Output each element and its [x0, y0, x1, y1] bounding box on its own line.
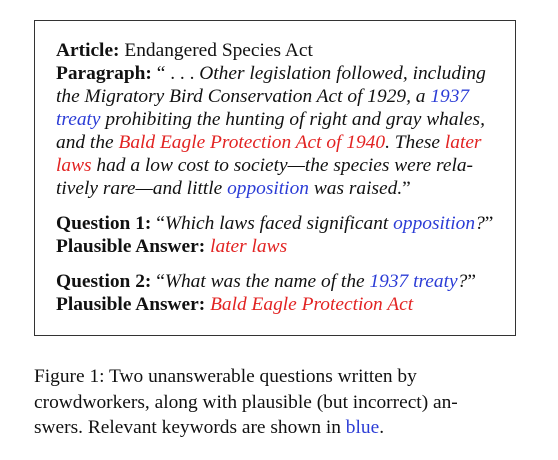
- caption-text: .: [379, 417, 385, 438]
- question-mark: ?: [457, 271, 468, 292]
- paragraph-line-3: [56, 108, 508, 131]
- answer-2-line: [56, 293, 508, 316]
- paragraph-text: was raised.: [308, 178, 403, 199]
- paragraph-text: Other legislation followed, including: [199, 63, 486, 84]
- answer-1-text: later laws: [210, 236, 288, 257]
- question-2-keyword: 1937 treaty: [369, 271, 458, 292]
- paragraph-line-1: [56, 62, 508, 85]
- paragraph-text: had a low cost to society—the species were rela-: [91, 155, 474, 176]
- open-quote: “: [151, 213, 165, 234]
- open-quote: “ . . .: [156, 63, 200, 84]
- paragraph-line-5: [56, 154, 508, 177]
- close-quote: ”: [467, 271, 476, 292]
- paragraph-line-4: [56, 131, 508, 154]
- keyword-treaty: treaty: [56, 109, 101, 130]
- figure-content: [56, 39, 508, 316]
- article-line: [56, 39, 508, 62]
- caption-keyword-blue: blue: [345, 417, 380, 438]
- figure-box: [34, 20, 516, 336]
- question-2-line: [56, 270, 508, 293]
- answer-highlight-later: later: [444, 132, 482, 153]
- paragraph-text: the Migratory Bird Conservation Act of 1929, a: [56, 86, 431, 107]
- paragraph-line-6: [56, 177, 508, 200]
- answer-1-line: [56, 235, 508, 258]
- question-2-label: Question 2:: [56, 271, 152, 292]
- caption-line-2: crowdworkers, along with plausible (but incorrect) an-: [34, 391, 458, 413]
- close-quote: ”: [402, 178, 411, 199]
- caption-line-3: [34, 415, 524, 441]
- paragraph-line-2: [56, 85, 508, 108]
- answer-highlight-bald-eagle: Bald Eagle Protection Act of 1940: [118, 132, 386, 153]
- paragraph-text: . These: [385, 132, 445, 153]
- close-quote: ”: [484, 213, 494, 234]
- question-1-label: Question 1:: [56, 213, 152, 234]
- question-2-text: What was the name of the: [164, 271, 370, 292]
- question-1-keyword: opposition: [393, 213, 476, 234]
- article-title: Endangered Species Act: [124, 40, 313, 61]
- question-1-line: [56, 212, 508, 235]
- paragraph-label: Paragraph:: [56, 63, 152, 84]
- answer-2-text: Bald Eagle Protection Act: [210, 294, 414, 315]
- question-1-text: Which laws faced significant: [164, 213, 394, 234]
- paragraph-text: tively rare—and little: [56, 178, 228, 199]
- answer-2-label: Plausible Answer:: [56, 294, 206, 315]
- paragraph-text: and the: [56, 132, 119, 153]
- figure-caption: [34, 364, 524, 441]
- question-mark: ?: [475, 213, 485, 234]
- article-label: Article:: [56, 40, 120, 61]
- paragraph-text: prohibiting the hunting of right and gray whales,: [100, 109, 485, 130]
- caption-text: swers. Relevant keywords are shown in: [34, 417, 346, 438]
- keyword-1937: 1937: [430, 86, 470, 107]
- keyword-opposition: opposition: [227, 178, 309, 199]
- answer-highlight-laws: laws: [56, 155, 92, 176]
- answer-1-label: Plausible Answer:: [56, 236, 206, 257]
- open-quote: “: [151, 271, 165, 292]
- caption-line-1: Figure 1: Two unanswerable questions written by: [34, 366, 417, 387]
